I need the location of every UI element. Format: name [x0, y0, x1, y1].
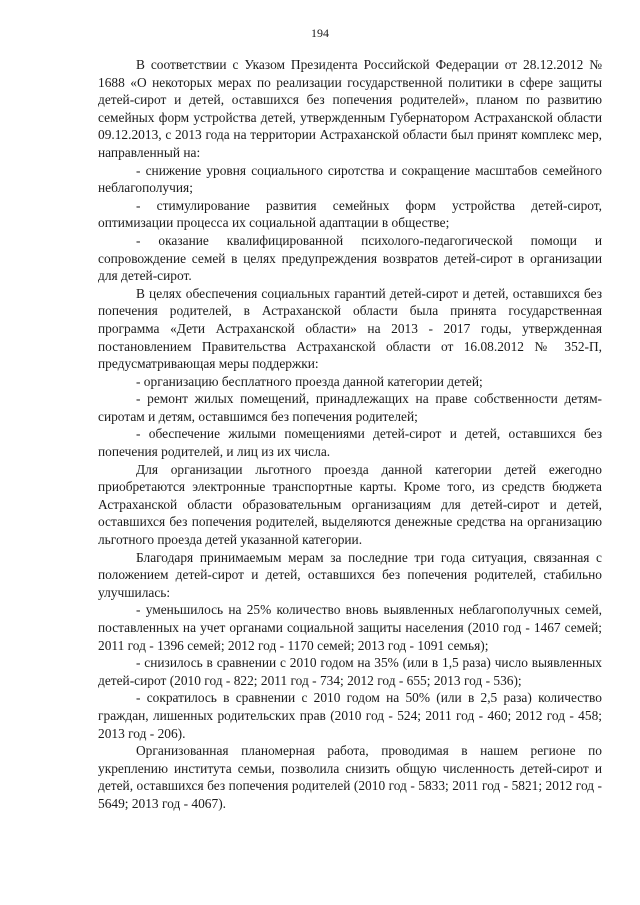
paragraph-transport-cards: Для организации льготного проезда данной категории детей ежегодно приобретаются электронные транспортные карты. Кроме того, из средств бюджета Астраханской области образовательным организациям для детей-сирот и детей, оставшихся без попечения родителей, выделяются денежные средства на организацию льготного проезда детей указанной категории.: [98, 461, 602, 548]
list-item-identified-orphans: - снизилось в сравнении с 2010 годом на 35% (или в 1,5 раза) число выявленных детей-сирот (2010 год - 822; 2011 год - 734; 2012 год - 655; 2013 год - 536);: [98, 655, 602, 688]
list-item-housing-provision: - обеспечение жилыми помещениями детей-сирот и детей, оставшихся без попечения родителей, и лиц из их числа.: [98, 426, 602, 460]
list-item-family-forms: - стимулирование развития семейных форм устройства детей-сирот, оптимизации процесса их социальной адаптации в обществе;: [98, 197, 602, 231]
list-item-family-support: - оказание квалифицированной психолого-педагогической помощи и сопровождение семей в целях предупреждения возвратов детей-сирот в организации для детей-сирот.: [98, 232, 602, 284]
list-item-reduce-orphanhood: - снижение уровня социального сиротства и сокращение масштабов семейного неблагополучия;: [98, 162, 602, 196]
page-number: 194: [311, 26, 329, 40]
paragraph-conclusion: Организованная планомерная работа, проводимая в нашем регионе по укреплению института семьи, позволила снизить общую численность детей-сирот и детей, оставшихся без попечения родителей (2010 год - 5833; 2011 год - 5821; 2012 год - 5649; 2013 год - 4067).: [98, 743, 602, 811]
list-item-parental-rights: - сократилось в сравнении с 2010 годом на 50% (или в 2,5 раза) количество граждан, лишенных родительских прав (2010 год - 524; 2011 год - 460; 2012 год - 458; 2013 год - 206).: [98, 690, 602, 741]
list-item-free-travel: - организацию бесплатного проезда данной категории детей;: [136, 373, 483, 389]
paragraph-decree-intro: В соответствии с Указом Президента Российской Федерации от 28.12.2012 № 1688 «О некоторых мерах по реализации государственной политики в сфере защиты детей-сирот и детей, оставшихся без попечения родителей», планом по развитию семейных форм устройства детей, утвержденным Губернатором Астраханской области 09.12.2013, с 2013 года на территории Астраханской области был принят комплекс мер, направленный на:: [98, 57, 602, 160]
list-item-housing-repair: - ремонт жилых помещений, принадлежащих на праве собственности детям-сиротам и детям, оставшимся без попечения родителей;: [98, 391, 602, 424]
paragraph-state-program: В целях обеспечения социальных гарантий детей-сирот и детей, оставшихся без попечения родителей, в Астраханской области была принята государственная программа «Дети Астраханской области» на 2013 - 2017 годы, утвержденная постановлением Правительства Астраханской области от 16.08.2012 № 352-П, предусматривающая меры поддержки:: [98, 285, 602, 372]
paragraph-improvements: Благодаря принимаемым мерам за последние три года ситуация, связанная с положением детей-сирот и детей, оставшихся без попечения родителей, стабильно улучшилась:: [98, 549, 602, 600]
list-item-dysfunctional-families: - уменьшилось на 25% количество вновь выявленных неблагополучных семей, поставленных на учет органами социальной защиты населения (2010 год - 1467 семей; 2011 год - 1396 семей; 2012 год - 1170 семей; 2013 год - 1091 семья);: [98, 602, 602, 653]
document-body: [98, 56, 602, 813]
